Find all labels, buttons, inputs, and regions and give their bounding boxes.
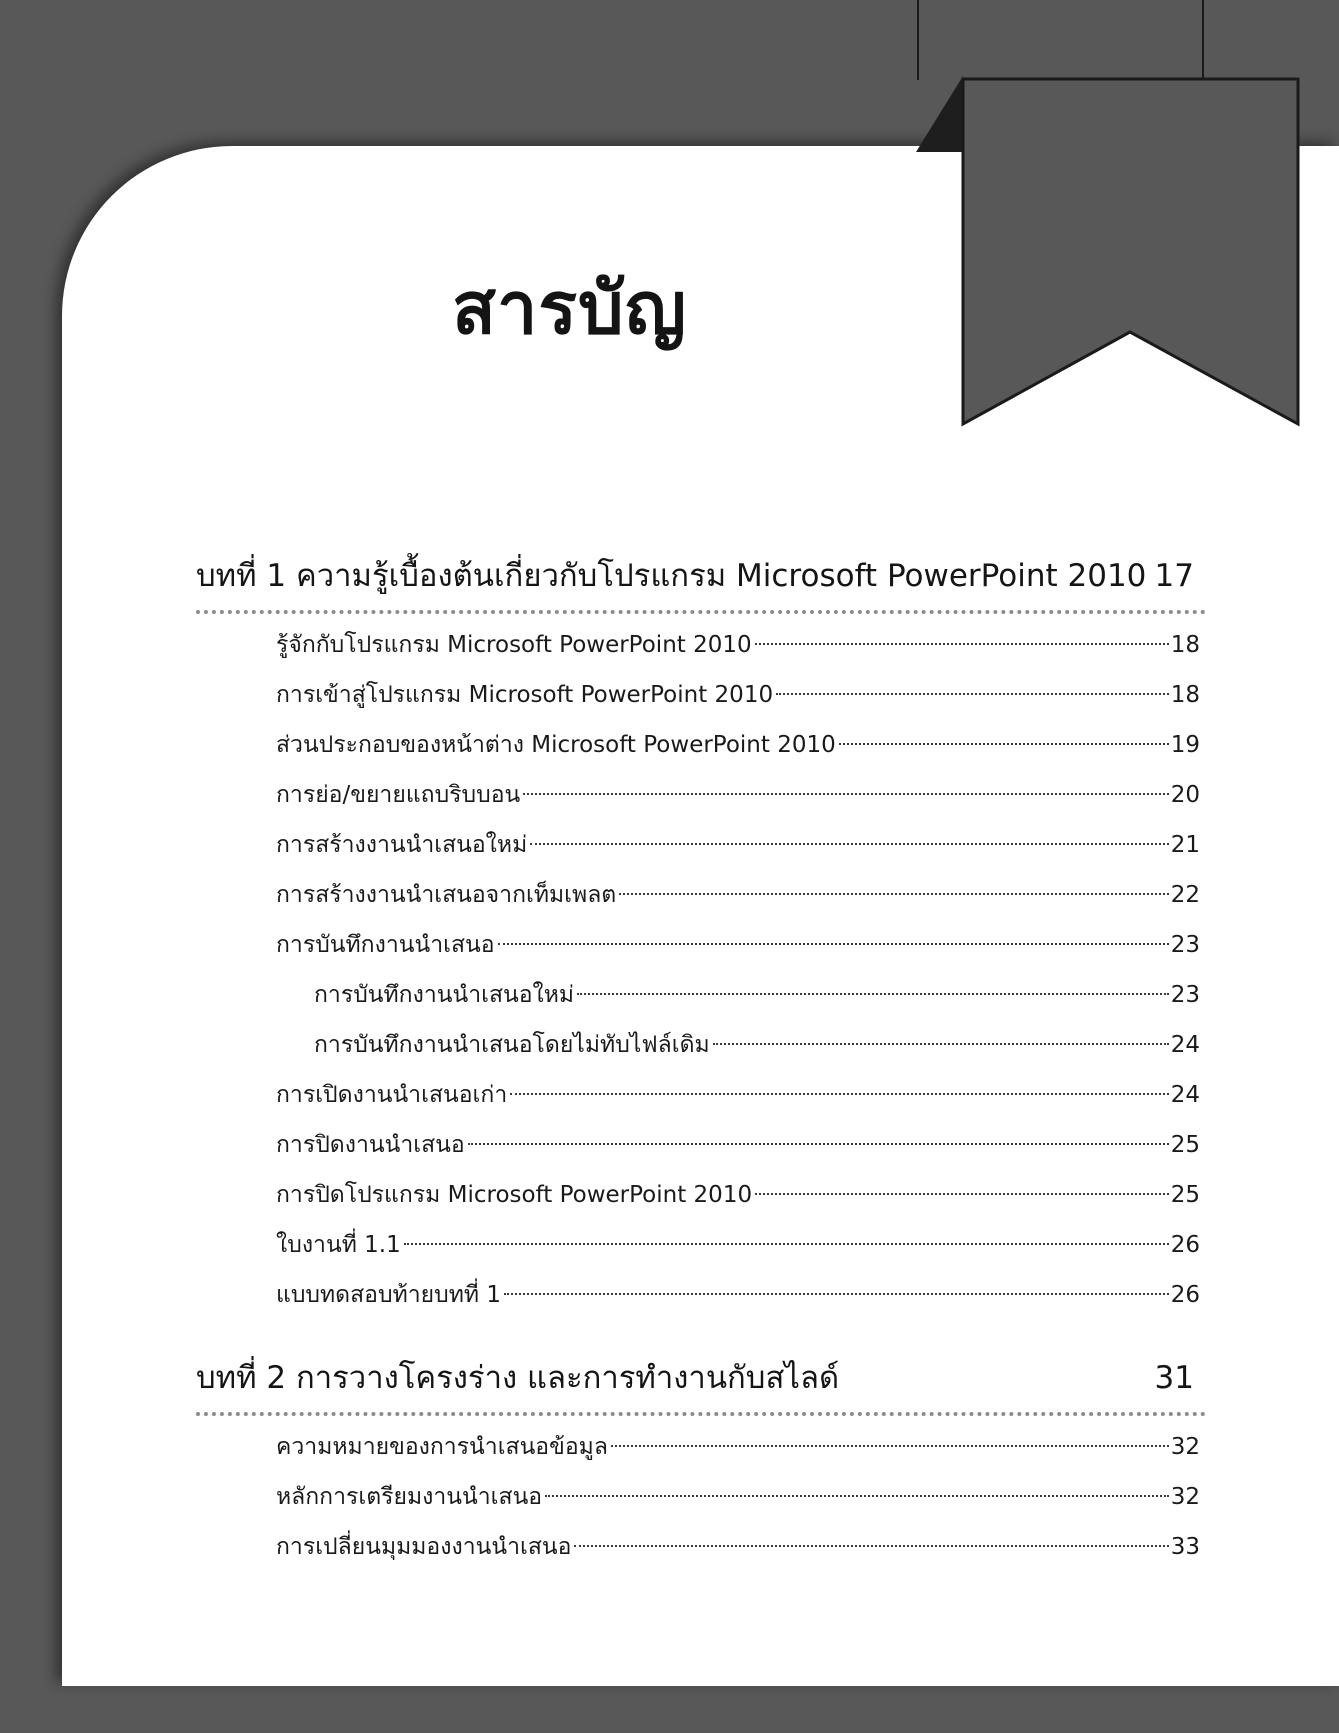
toc-entry: [196, 1220, 1206, 1270]
ribbon-body: [963, 79, 1298, 424]
toc-entry: [196, 820, 1206, 870]
chapter-entry-list: [196, 1422, 1206, 1572]
dot-leader: [545, 1495, 1169, 1497]
toc-entry: [196, 1120, 1206, 1170]
top-tab-strip: [917, 0, 1204, 80]
toc-entry-label: การปิดโปรแกรม Microsoft PowerPoint 2010: [276, 1182, 753, 1208]
dot-leader: [498, 943, 1169, 945]
chapter-title: บทที่ 1 ความรู้เบื้องต้นเกี่ยวกับโปรแกรม Microsoft PowerPoint 2010: [196, 558, 1147, 594]
toc-entry-page: 23: [1170, 932, 1200, 958]
toc-entry-page: 23: [1170, 982, 1200, 1008]
toc-entry: [196, 670, 1206, 720]
dot-leader: [619, 893, 1168, 895]
toc-entry: [196, 1522, 1206, 1572]
toc-entry-page: 21: [1170, 832, 1200, 858]
toc-entry-page: 18: [1170, 632, 1200, 658]
toc-entry-page: 26: [1170, 1232, 1200, 1258]
toc-entry-label: แบบทดสอบท้ายบทที่ 1: [276, 1282, 501, 1308]
chapter-entry-list: [196, 620, 1206, 1320]
dot-leader: [530, 843, 1168, 845]
toc-entry-label: การสร้างงานนำเสนอใหม่: [276, 832, 528, 858]
dot-leader: [839, 743, 1169, 745]
chapter-heading: [196, 1352, 1206, 1416]
toc-entry-page: 24: [1170, 1032, 1200, 1058]
toc-entry: [196, 870, 1206, 920]
toc-entry-page: 32: [1170, 1484, 1200, 1510]
dot-leader: [404, 1243, 1169, 1245]
dot-leader: [510, 1093, 1168, 1095]
bookmark-ribbon-icon: [912, 76, 1302, 428]
toc-entry-label: หลักการเตรียมงานนำเสนอ: [276, 1484, 543, 1510]
chapter-heading: [196, 550, 1206, 614]
toc-entry-label: การเปลี่ยนมุมมองงานนำเสนอ: [276, 1534, 572, 1560]
toc-entry-label: การปิดงานนำเสนอ: [276, 1132, 465, 1158]
toc-entry: [196, 1270, 1206, 1320]
toc-entry-page: 26: [1170, 1282, 1200, 1308]
dot-leader: [713, 1043, 1169, 1045]
toc-entry: [196, 720, 1206, 770]
toc-entry-page: 32: [1170, 1434, 1200, 1460]
toc-entry-label: การเข้าสู่โปรแกรม Microsoft PowerPoint 2010: [276, 682, 774, 708]
dot-leader: [468, 1143, 1169, 1145]
dot-leader: [755, 643, 1169, 645]
toc-entry-page: 25: [1170, 1132, 1200, 1158]
toc-entry-page: 20: [1170, 782, 1200, 808]
toc-subentry: [196, 1020, 1206, 1070]
page-title: สารบัญ: [452, 266, 688, 350]
toc-entry-label: ส่วนประกอบของหน้าต่าง Microsoft PowerPoint 2010: [276, 732, 836, 758]
toc-subentry: [196, 970, 1206, 1020]
toc-entry-label: การบันทึกงานนำเสนอใหม่: [314, 982, 575, 1008]
toc-entry-page: 33: [1170, 1534, 1200, 1560]
dot-leader: [504, 1293, 1169, 1295]
toc-entry: [196, 920, 1206, 970]
toc-entry-label: การเปิดงานนำเสนอเก่า: [276, 1082, 508, 1108]
toc-entry-page: 24: [1170, 1082, 1200, 1108]
dot-leader: [776, 693, 1169, 695]
toc-entry-page: 18: [1170, 682, 1200, 708]
toc-entry-page: 22: [1170, 882, 1200, 908]
toc-entry: [196, 620, 1206, 670]
toc-entry: [196, 770, 1206, 820]
toc-entry-label: การบันทึกงานนำเสนอโดยไม่ทับไฟล์เดิม: [314, 1032, 710, 1058]
toc-entry-page: 19: [1170, 732, 1200, 758]
toc-entry-page: 25: [1170, 1182, 1200, 1208]
toc-entry: [196, 1422, 1206, 1472]
toc-entry: [196, 1170, 1206, 1220]
chapter-1: [196, 550, 1206, 1320]
toc-entry-label: รู้จักกับโปรแกรม Microsoft PowerPoint 2010: [276, 632, 752, 658]
dot-leader: [574, 1545, 1168, 1547]
toc-entry-label: ใบงานที่ 1.1: [276, 1232, 401, 1258]
toc-entry: [196, 1472, 1206, 1522]
chapter-page-number: 17: [1154, 558, 1194, 594]
toc-entry-label: การบันทึกงานนำเสนอ: [276, 932, 495, 958]
toc-entry: [196, 1070, 1206, 1120]
toc-entry-label: ความหมายของการนำเสนอข้อมูล: [276, 1434, 608, 1460]
chapter-page-number: 31: [1154, 1360, 1194, 1396]
chapter-title: บทที่ 2 การวางโครงร่าง และการทำงานกับสไลด์: [196, 1360, 840, 1396]
dot-leader: [755, 1193, 1169, 1195]
toc-entry-label: การย่อ/ขยายแถบริบบอน: [276, 782, 521, 808]
dot-leader: [611, 1445, 1169, 1447]
dot-leader: [523, 793, 1168, 795]
ribbon-fold: [916, 76, 963, 152]
dot-leader: [577, 993, 1169, 995]
toc-entry-label: การสร้างงานนำเสนอจากเท็มเพลต: [276, 882, 617, 908]
chapter-2: [196, 1352, 1206, 1572]
